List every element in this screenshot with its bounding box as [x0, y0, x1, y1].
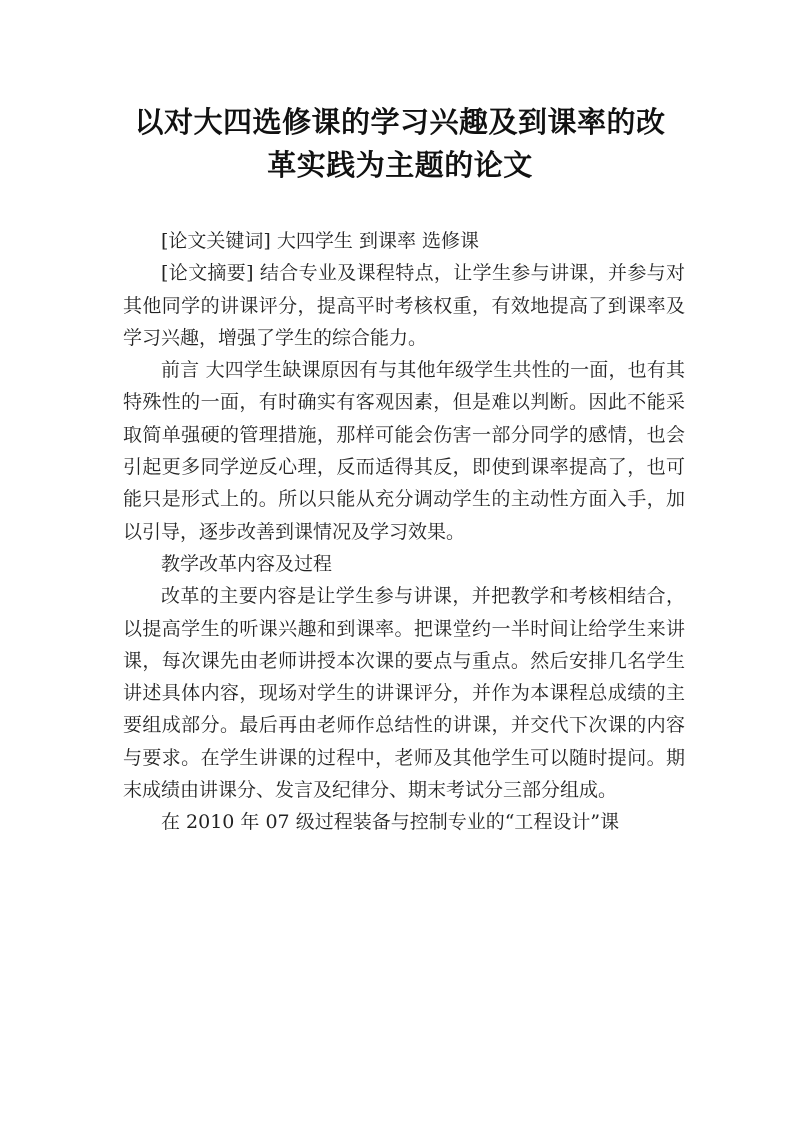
keyword-item: 大四学生 [276, 230, 353, 252]
keywords-paragraph [123, 225, 685, 257]
document-body [123, 225, 685, 839]
keywords-label: [论文关键词] [161, 230, 271, 252]
keyword-item: 到课率 [358, 230, 416, 252]
document-title-line-1: 以对大四选修课的学习兴趣及到课率的改 [134, 105, 666, 139]
abstract-paragraph: [论文摘要] 结合专业及课程特点，让学生参与讲课，并参与对其他同学的讲课评分，提高平时考核权重，有效地提高了到课率及学习兴趣，增强了学生的综合能力。 [123, 262, 685, 349]
reform-content-paragraph: 改革的主要内容是让学生参与讲课，并把教学和考核相结合，以提高学生的听课兴趣和到课率。把课堂约一半时间让给学生来讲课，每次课先由老师讲授本次课的要点与重点。然后安排几名学生讲述具体内容，现场对学生的讲课评分，并作为本课程总成绩的主要组成部分。最后再由老师作总结性的讲课，并交代下次课的内容与要求。在学生讲课的过程中，老师及其他学生可以随时提问。期末成绩由讲课分、发言及纪律分、期末考试分三部分组成。 [123, 585, 685, 802]
preface-paragraph: 前言 大四学生缺课原因有与其他年级学生共性的一面，也有其特殊性的一面，有时确实有客观因素，但是难以判断。因此不能采取简单强硬的管理措施，那样可能会伤害一部分同学的感情，也会引起更多同学逆反心理，反而适得其反，即使到课率提高了，也可能只是形式上的。所以只能从充分调动学生的主动性方面入手，加以引导，逐步改善到课情况及学习效果。 [123, 359, 685, 543]
document-title-line-2: 革实践为主题的论文 [267, 148, 533, 182]
section-heading: 教学改革内容及过程 [161, 552, 333, 575]
keyword-item: 选修课 [422, 230, 480, 252]
final-paragraph: 在 2010 年 07 级过程装备与控制专业的“工程设计”课 [161, 811, 620, 834]
